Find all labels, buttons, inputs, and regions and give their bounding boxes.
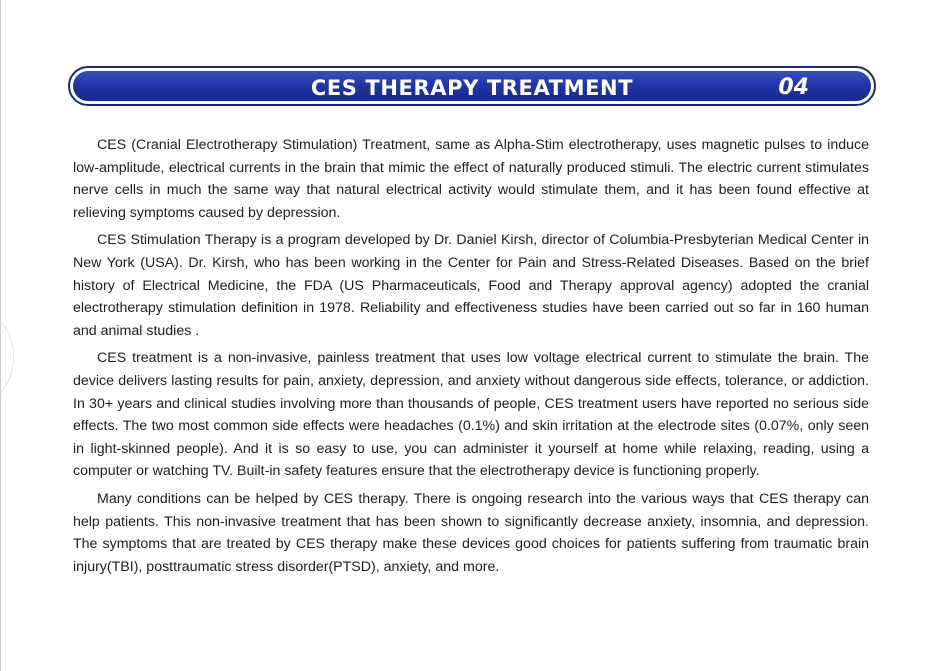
section-header-bar	[68, 66, 876, 106]
paragraph-ces-history: CES Stimulation Therapy is a program developed by Dr. Daniel Kirsh, director of Columbia-Presbyterian Medical Center in New York (USA). Dr. Kirsh, who has been working in the Center for Pain and Stress-Related Diseases. Based on the brief history of Electrical Medicine, the FDA (US Pharmaceuticals, Food and Therapy approval agency) adopted the cranial electrotherapy stimulation definition in 1978. Reliability and effectiveness studies have been carried out so far in 160 human and animal studies .	[73, 232, 869, 339]
paragraph-ces-definition: CES (Cranial Electrotherapy Stimulation) Treatment, same as Alpha-Stim electrotherapy, uses magnetic pulses to induce low-amplitude, electrical currents in the brain that mimic the effect of naturally produced stimuli. The electric current stimulates nerve cells in much the same way that natural electrical activity would stimulate them, and it has been found effective at relieving symptoms caused by depression.	[73, 137, 869, 221]
section-header-fill	[73, 71, 871, 101]
paragraph-ces-conditions: Many conditions can be helped by CES therapy. There is ongoing research into the various ways that CES therapy can help patients. This non-invasive treatment that has been shown to significantly decrease anxiety, insomnia, and depression. The symptoms that are treated by CES therapy make these devices good choices for patients suffering from traumatic brain injury(TBI), posttraumatic stress disorder(PTSD), anxiety, and more.	[73, 490, 869, 575]
paragraph-ces-safety: CES treatment is a non-invasive, painless treatment that uses low voltage electrical current to stimulate the brain. The device delivers lasting results for pain, anxiety, depression, and anxiety without dangerous side effects, tolerance, or addiction. In 30+ years and clinical studies involving more than thousands of people, CES treatment users have reported no serious side effects. The two most common side effects were headaches (0.1%) and skin irritation at the electrode sites (0.07%, only seen in light-skinned people). And it is so easy to use, you can administer it yourself at home while relaxing, reading, using a computer or watching TV. Built-in safety features ensure that the electrotherapy device is functioning properly.	[73, 350, 869, 480]
section-title: CES THERAPY TREATMENT	[310, 76, 634, 100]
body-text	[73, 134, 869, 583]
page-number: 04	[778, 75, 809, 100]
binding-arc-decoration	[0, 316, 14, 398]
